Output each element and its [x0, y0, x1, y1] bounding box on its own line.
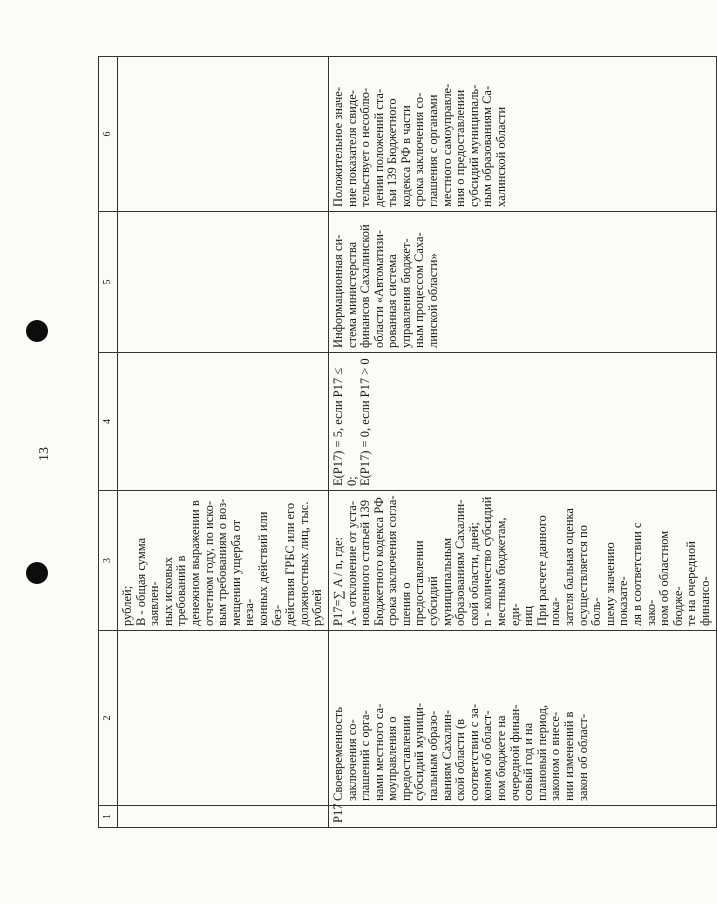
header-row [99, 57, 118, 828]
indicator-code-cell: Р17 [328, 806, 716, 828]
score-cell: E(Р17) = 5, если Р17 ≤ 0; E(Р17) = 0, если Р17 > 0 [328, 353, 716, 491]
column-header: 5 [99, 212, 118, 353]
column-header: 6 [99, 57, 118, 212]
table-row-continuation [118, 57, 329, 828]
punch-hole [26, 320, 48, 342]
comment-cell: Положительное значе- ние показателя свиде- тельствует о несоблю- дении положений ста- тьи 139 Бюджетного кодекса РФ в части срока заключения со- глашения с органами местного самоуправле- ния о предоставлении субсидий муниципаль- ным образованиям Са- халинской области [328, 57, 716, 212]
indicator-table [98, 57, 712, 828]
cell-empty [118, 806, 329, 828]
cell-empty [118, 57, 329, 212]
data-source-cell: Информационная си- стема министерства финансов Сахалинской области «Автоматизи- рованная система управления бюджет- ным процессом Саха- линской области» [328, 212, 716, 353]
indicator-name-cell: Своевременность заключения со- глашений с орга- нами местного са- моуправления о предоставлении субсидий муници- пальным образо- ваниям Сахалин- ской области (в соответствии с за- коном об област- ном бюджете на очередной финан- совый год и на плановый период, законом о внесе- нии изменений в закон об област- [328, 631, 716, 806]
cell-empty [118, 631, 329, 806]
column-header: 1 [99, 806, 118, 828]
formula-cell: Р17=∑ A / n, где: A - отклонение от уста- новленного статьей 139 Бюджетного кодекса РФ срока заключения согла- шения о предоставлении субсидий муниципальным образованиям Сахалин- ской области, дней; n - количество субсидий местным бюджетам, еди- ниц При расчете данного пока- зателя бальная оценка осуществляется по боль- шему значению показате- ля в соответствии с зако- ном об областном бюдже- те на очередной финансо- [328, 491, 716, 631]
column-header: 3 [99, 491, 118, 631]
column-header: 4 [99, 353, 118, 491]
page-number: 13 [37, 447, 52, 461]
formula-continuation-cell: рублей; В - общая сумма заявлен- ных исковых требований в денежном выражении в отчетном году, по иско- вым требованиям о воз- мещении ущерба от неза- конных действий или без- действия ГРБС или его должностных лиц, тыс. рублей [118, 491, 329, 631]
punch-hole [26, 562, 48, 584]
table-row-p17 [328, 57, 716, 828]
cell-empty [118, 353, 329, 491]
cell-empty [118, 212, 329, 353]
column-header: 2 [99, 631, 118, 806]
